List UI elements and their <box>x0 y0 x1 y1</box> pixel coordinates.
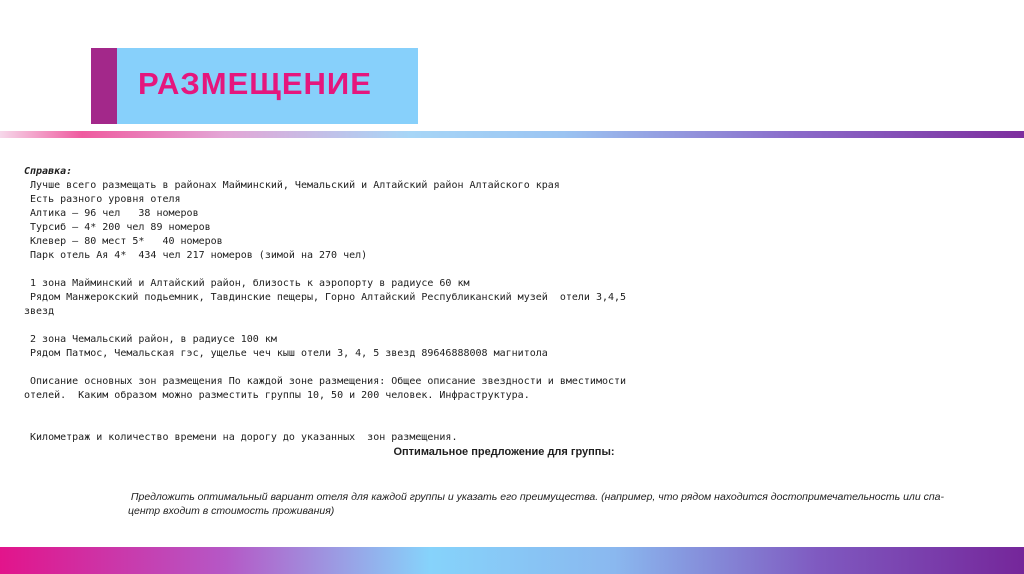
proposal-text <box>128 490 988 518</box>
reference-text <box>24 165 984 445</box>
proposal-heading: Оптимальное предложение для группы: <box>393 446 615 458</box>
reference-label: Справка: <box>24 166 73 177</box>
reference-line: Рядом Манжерокский подьемник, Тавдинские пещеры, Горно Алтайский Республиканский музей отели 3,4,5 <box>30 292 627 303</box>
proposal-line: центр входит в стоимость проживания) <box>128 505 335 517</box>
reference-line: Лучше всего размещать в районах Майминский, Чемальский и Алтайский район Алтайского края <box>30 180 560 191</box>
title-accent-stripe <box>91 48 117 124</box>
reference-line: 2 зона Чемальский район, в радиусе 100 км <box>30 334 277 345</box>
gradient-footer <box>0 547 1024 574</box>
reference-line: Описание основных зон размещения По каждой зоне размещения: Общее описание звездности и вместимости <box>30 376 627 387</box>
reference-line: Парк отель Ая 4* 434 чел 217 номеров (зимой на 270 чел) <box>30 250 368 261</box>
proposal-lines <box>128 491 944 517</box>
reference-line: Клевер – 80 мест 5* 40 номеров <box>30 236 223 247</box>
reference-line: 1 зона Майминский и Алтайский район, близость к аэропорту в радиусе 60 км <box>30 278 470 289</box>
slide-title: РАЗМЕЩЕНИЕ <box>138 66 372 101</box>
reference-line: звезд <box>24 306 55 317</box>
title-banner <box>91 48 418 124</box>
reference-line: Километраж и количество времени на дорогу до указанных зон размещения. <box>24 432 458 443</box>
reference-line: Есть разного уровня отеля <box>30 194 181 205</box>
reference-line: отелей. Каким образом можно разместить группы 10, 50 и 200 человек. Инфраструктура. <box>24 390 530 401</box>
reference-line: Рядом Патмос, Чемальская гэс, ущелье чеч кыш отели 3, 4, 5 звезд 89646888008 магнитола <box>30 348 548 359</box>
reference-line: Алтика – 96 чел 38 номеров <box>30 208 199 219</box>
reference-line: Турсиб – 4* 200 чел 89 номеров <box>30 222 211 233</box>
gradient-divider <box>0 131 1024 138</box>
reference-lines <box>24 180 626 443</box>
proposal-line: Предложить оптимальный вариант отеля для каждой группы и указать его преимущества. (например, что рядом находится достопримечательность или спа- <box>130 491 944 503</box>
